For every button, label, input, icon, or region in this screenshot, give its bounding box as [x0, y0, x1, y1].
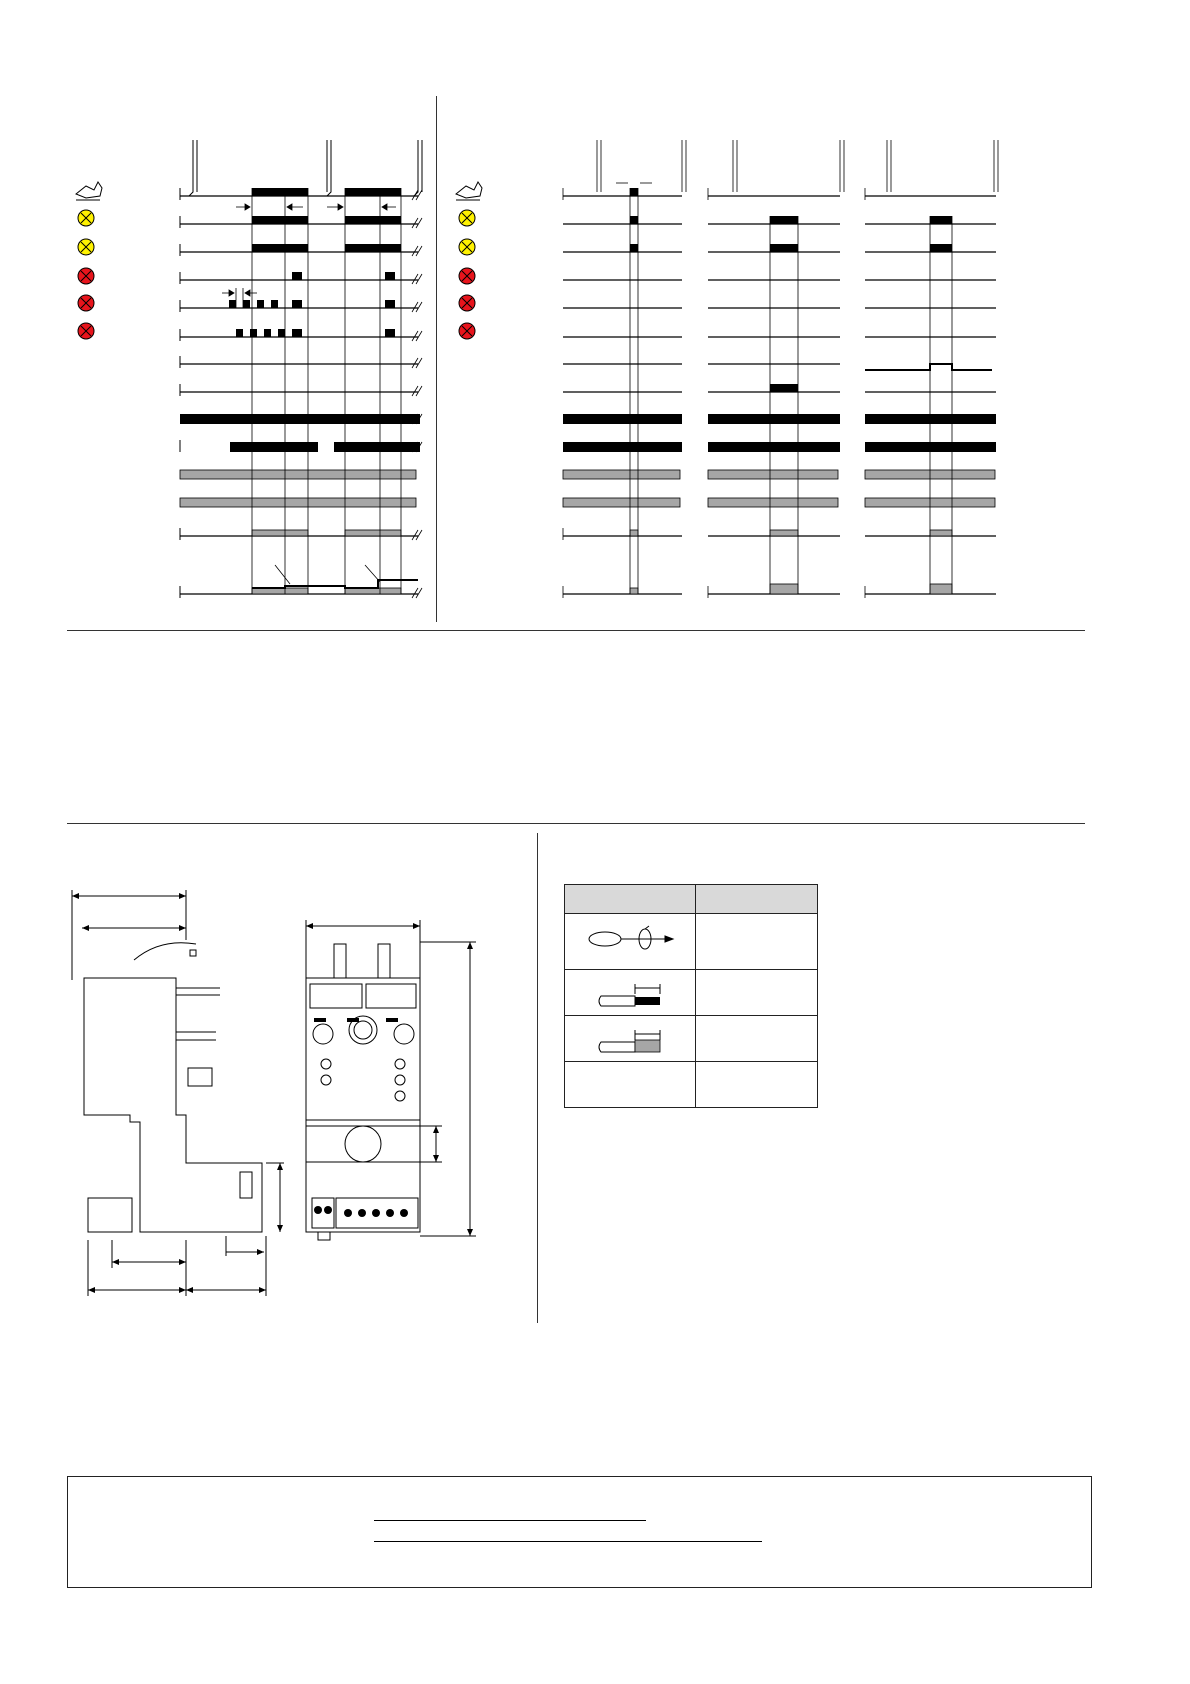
- stripped-wire-icon: [565, 970, 695, 1016]
- table-cell: [565, 1062, 696, 1108]
- table-row: [565, 914, 818, 970]
- table-header-cell: [565, 885, 696, 914]
- wiring-table: [564, 884, 818, 1108]
- ferrule-wire-icon: [565, 1016, 695, 1062]
- footer-underline: [374, 1520, 646, 1521]
- footer-box: [67, 1476, 1092, 1588]
- table-row: [565, 1016, 818, 1062]
- table-cell: [696, 1062, 818, 1108]
- screwdriver-icon: [565, 914, 695, 970]
- table-header-cell: [696, 885, 818, 914]
- table-cell: [696, 914, 818, 970]
- table-cell: [565, 914, 696, 970]
- table-cell: [696, 970, 818, 1016]
- table-cell: [696, 1016, 818, 1062]
- table-header-row: [565, 885, 818, 914]
- table-cell: [565, 970, 696, 1016]
- table-cell: [565, 1016, 696, 1062]
- table-row: [565, 970, 818, 1016]
- table-row: [565, 1062, 818, 1108]
- footer-underline: [374, 1541, 762, 1542]
